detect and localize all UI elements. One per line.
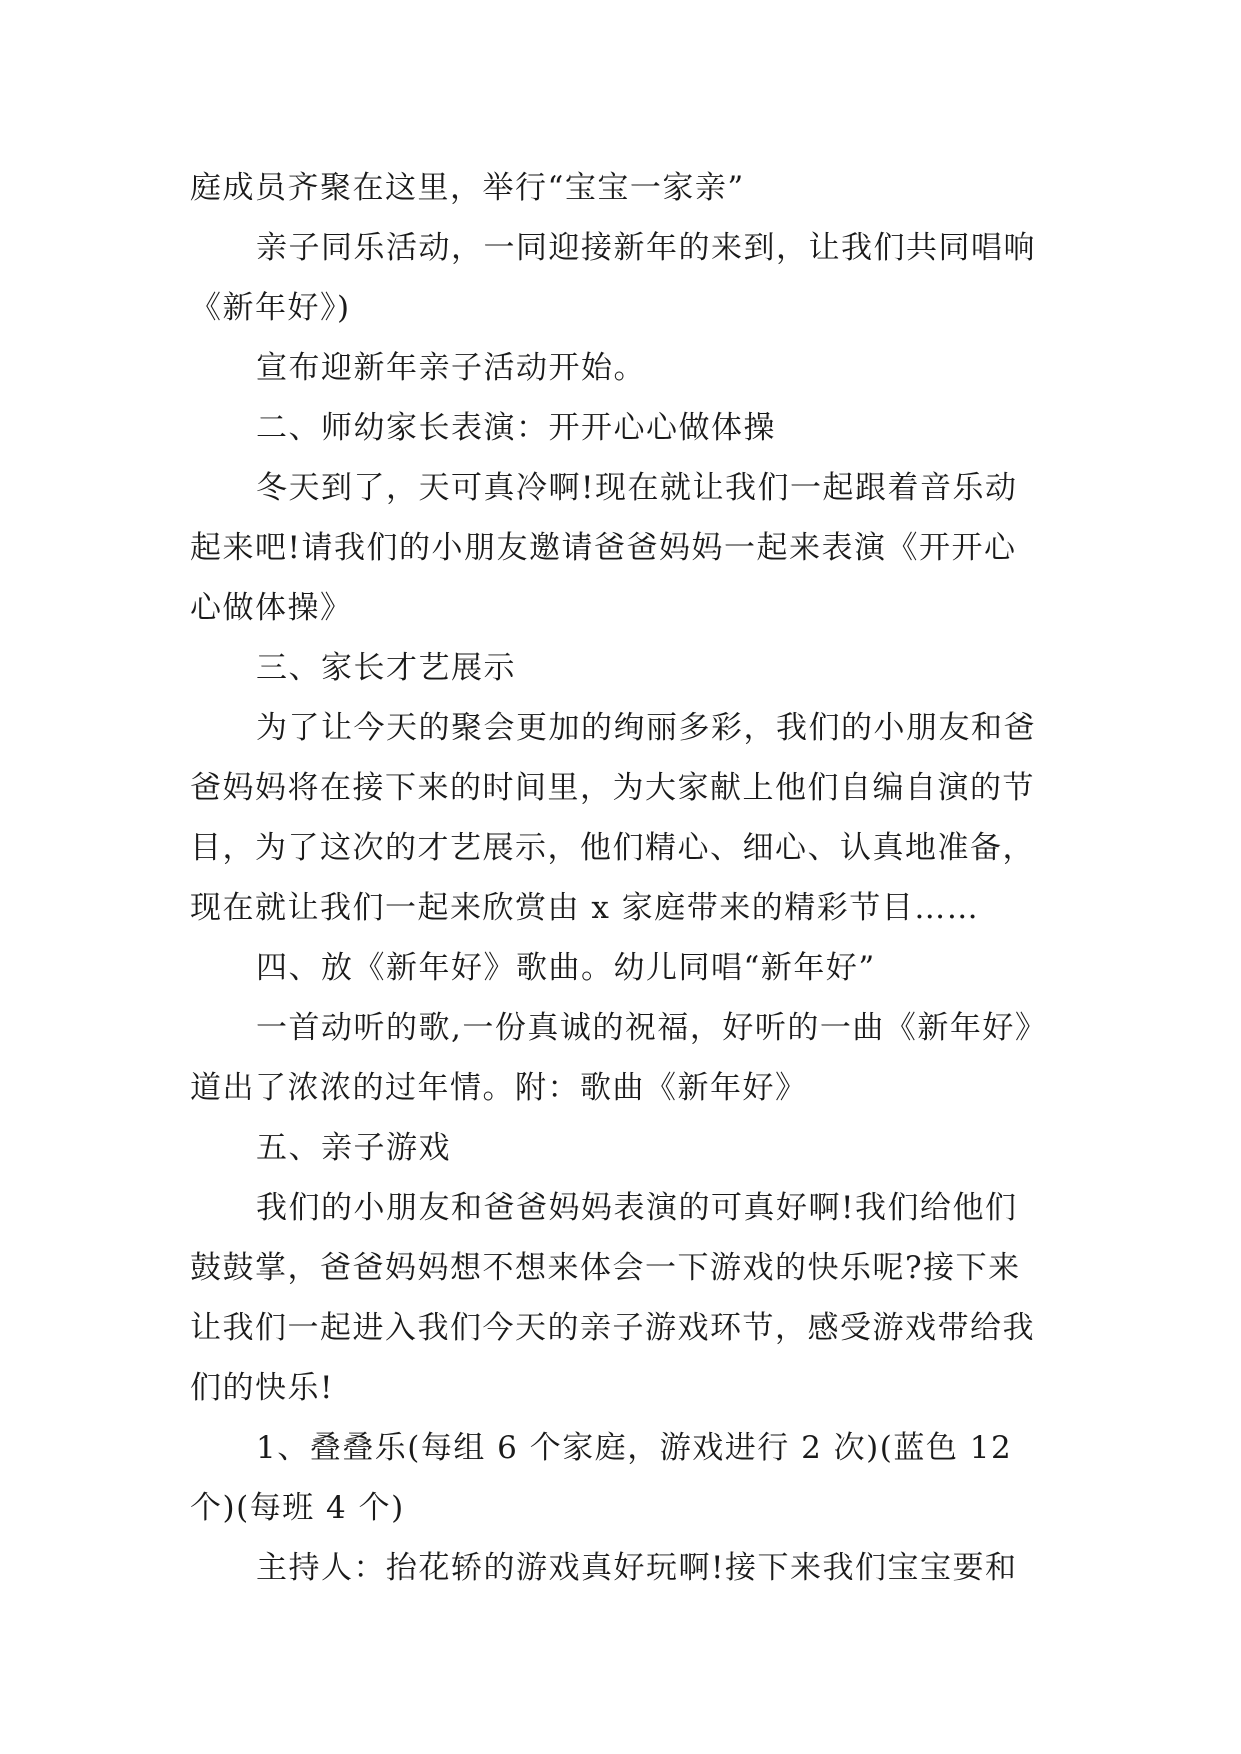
text-line: 1、叠叠乐(每组 6 个家庭，游戏进行 2 次)(蓝色 12 (256, 1430, 1013, 1466)
text-line: 《新年好》) (190, 290, 351, 326)
text-line: 冬天到了，天可真冷啊!现在就让我们一起跟着音乐动 (256, 470, 1018, 506)
text-line: 们的快乐! (190, 1370, 334, 1406)
text-line: 现在就让我们一起来欣赏由 x 家庭带来的精彩节目…… (190, 890, 980, 926)
text-line: 一首动听的歌,一份真诚的祝福，好听的一曲《新年好》 (256, 1010, 1048, 1046)
text-line: 为了让今天的聚会更加的绚丽多彩，我们的小朋友和爸 (256, 710, 1036, 746)
text-line: 让我们一起进入我们今天的亲子游戏环节，感受游戏带给我 (190, 1310, 1035, 1346)
text-line: 起来吧!请我们的小朋友邀请爸爸妈妈一起来表演《开开心 (190, 530, 1017, 566)
text-line: 主持人：抬花轿的游戏真好玩啊!接下来我们宝宝要和 (256, 1550, 1018, 1586)
text-line: 四、放《新年好》歌曲。幼儿同唱“新年好” (256, 950, 876, 986)
text-line: 心做体操》 (190, 590, 353, 626)
text-line: 个)(每班 4 个) (190, 1490, 405, 1526)
text-line: 二、师幼家长表演：开开心心做体操 (256, 410, 776, 446)
text-line: 道出了浓浓的过年情。附：歌曲《新年好》 (190, 1070, 808, 1106)
text-line: 爸妈妈将在接下来的时间里，为大家献上他们自编自演的节 (190, 770, 1035, 806)
text-line: 五、亲子游戏 (256, 1130, 451, 1166)
text-line: 亲子同乐活动，一同迎接新年的来到，让我们共同唱响 (256, 230, 1036, 266)
text-line: 我们的小朋友和爸爸妈妈表演的可真好啊!我们给他们 (256, 1190, 1018, 1226)
text-line: 三、家长才艺展示 (256, 650, 516, 686)
text-line: 宣布迎新年亲子活动开始。 (256, 350, 646, 386)
text-line: 庭成员齐聚在这里，举行“宝宝一家亲” (190, 170, 745, 206)
text-line: 鼓鼓掌，爸爸妈妈想不想来体会一下游戏的快乐呢?接下来 (190, 1250, 1021, 1286)
body-text (190, 158, 1056, 1598)
text-line: 目，为了这次的才艺展示，他们精心、细心、认真地准备， (190, 830, 1035, 866)
